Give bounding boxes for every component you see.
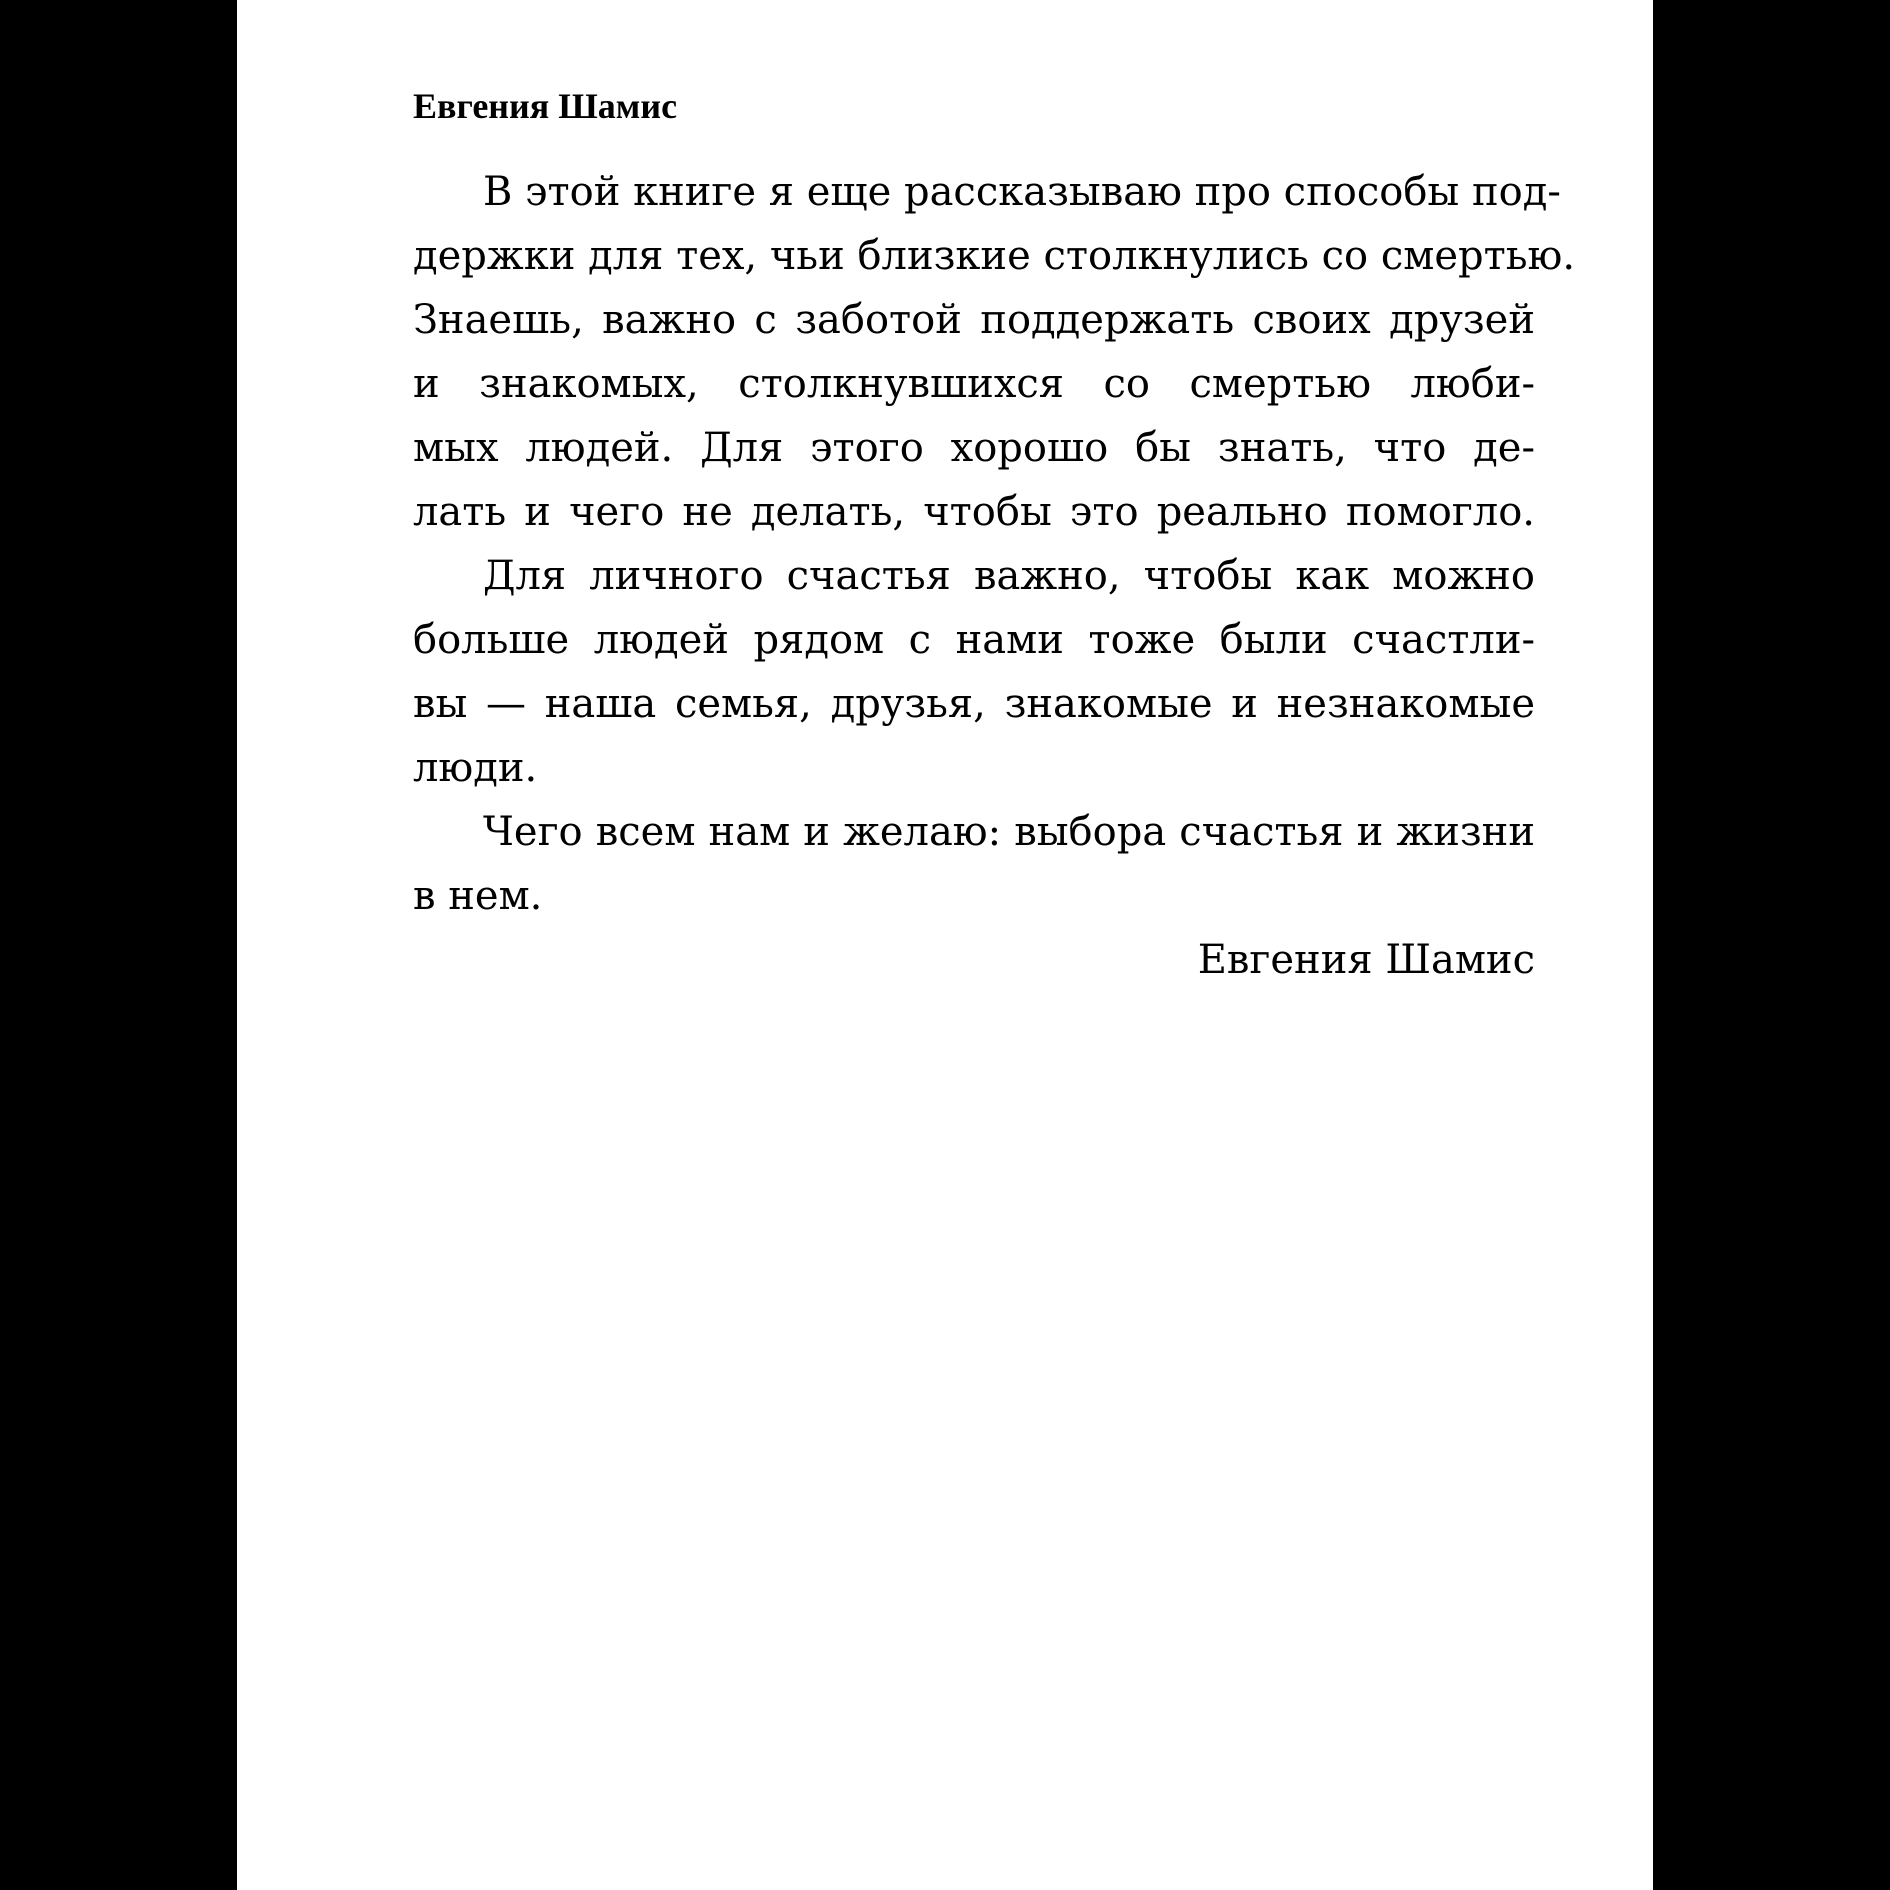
page-body — [413, 160, 1576, 992]
text-line: больше людей рядом с нами тоже были счастли- — [413, 617, 1535, 663]
running-head: Евгения Шамис — [413, 86, 678, 126]
text-line: вы — наша семья, друзья, знакомые и незнакомые — [413, 681, 1535, 727]
text-line: люди. — [413, 745, 538, 791]
text-line: держки для тех, чьи близкие столкнулись со смертью. — [413, 233, 1576, 279]
author-signature: Евгения Шамис — [1197, 937, 1535, 983]
text-line: мых людей. Для этого хорошо бы знать, что де- — [413, 425, 1535, 471]
text-line: и знакомых, столкнувшихся со смертью люби- — [413, 361, 1535, 407]
text-line: Знаешь, важно с заботой поддержать своих друзей — [413, 297, 1535, 343]
text-line: В этой книге я еще рассказываю про способы под- — [483, 169, 1561, 215]
text-line: в нем. — [413, 873, 543, 919]
text-line: Чего всем нам и желаю: выбора счастья и жизни — [483, 809, 1535, 855]
text-line: лать и чего не делать, чтобы это реально помогло. — [413, 489, 1535, 535]
text-line: Для личного счастья важно, чтобы как можно — [483, 553, 1535, 599]
